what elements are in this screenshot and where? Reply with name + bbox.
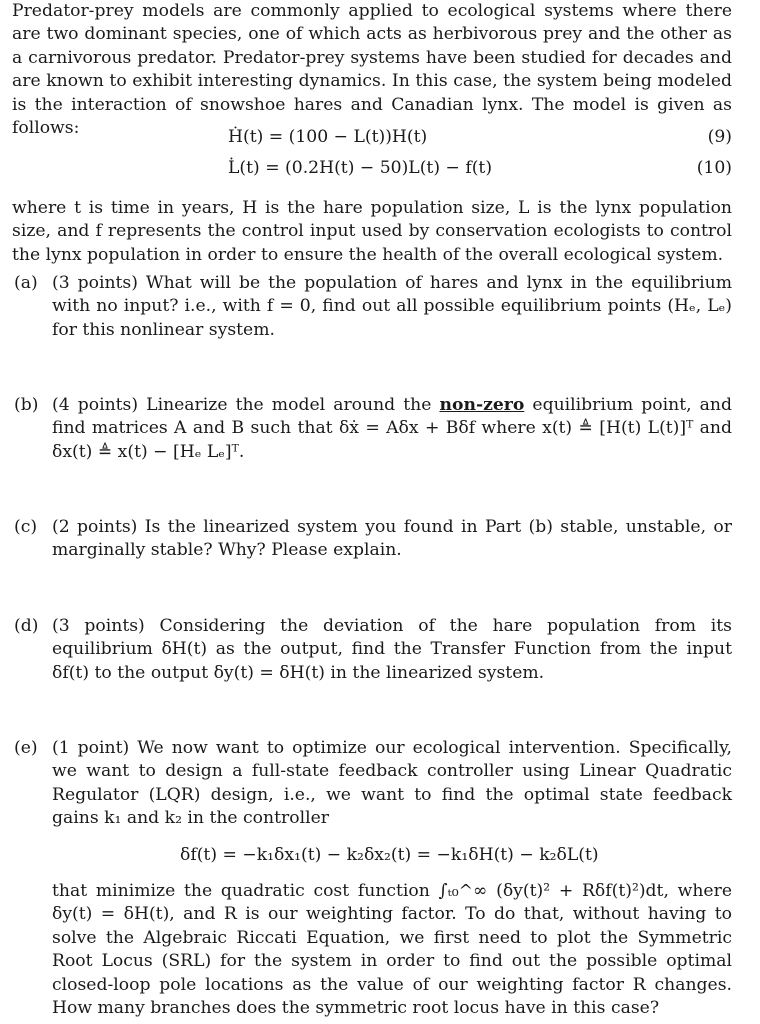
part-b-label: (b) [14, 395, 39, 415]
part-b-emphasis: non-zero [439, 395, 525, 415]
part-e-text: (1 point) We now want to optimize our ecological intervention. Specifically, we want to design a full-state feedback controller using Linear Quadratic Regulator (LQR) design, i.e., we want to find the optimal state feedback gains k₁ and k₂ in the controller [52, 738, 732, 829]
part-c [14, 516, 732, 563]
part-e [14, 737, 732, 831]
equation-9-number: (9) [707, 127, 732, 147]
part-e-continuation: that minimize the quadratic cost function ∫ₜ₀^∞ (δy(t)² + Rδf(t)²)dt, where δy(t) = δH(t), and R is our weighting factor. To do that, without having to solve the Algebraic Riccati Equation, we first need to plot the Symmetric Root Locus (SRL) for the system in order to find out the possible optimal closed-loop pole locations as the value of our weighting factor R changes. How many branches does the symmetric root locus have in this case? [52, 881, 732, 1019]
part-b-text-after: equilibrium point, and find matrices A and B such that δẋ = Aδx + Bδf where x(t) ≜ [H(t) L(t)]ᵀ and δx(t) ≜ x(t) − [Hₑ Lₑ]ᵀ. [52, 395, 732, 462]
variable-description: where t is time in years, H is the hare population size, L is the lynx population size, and f represents the control input used by conservation ecologists to control the lynx population in order to ensure the health of the overall ecological system. [12, 198, 732, 265]
part-e-label: (e) [14, 738, 38, 758]
part-a-label: (a) [14, 273, 38, 293]
part-b-text [52, 394, 732, 464]
equation-9 [0, 127, 732, 151]
intro-paragraph: Predator-prey models are commonly applied to ecological systems where there are two dominant species, one of which acts as herbivorous prey and the other as a carnivorous predator. Predator-prey systems have been studied for decades and are known to exhibit interesting dynamics. In this case, the system being modeled is the interaction of snowshoe hares and Canadian lynx. The model is given as follows: [12, 1, 732, 139]
part-a-text: (3 points) What will be the population of hares and lynx in the equilibrium with no input? i.e., with f = 0, find out all possible equilibrium points (Hₑ, Lₑ) for this nonlinear system. [52, 273, 732, 340]
part-c-label: (c) [14, 517, 38, 537]
part-d-text: (3 points) Considering the deviation of the hare population from its equilibrium δH(t) as the output, find the Transfer Function from the input δf(t) to the output δy(t) = δH(t) in the linearized system. [52, 616, 732, 683]
part-d [14, 615, 732, 685]
part-a [14, 272, 732, 342]
controller-equation: δf(t) = −k₁δx₁(t) − k₂δx₂(t) = −k₁δH(t) − k₂δL(t) [180, 845, 599, 865]
equation-10 [0, 158, 732, 182]
part-b [14, 394, 732, 464]
part-c-text: (2 points) Is the linearized system you found in Part (b) stable, unstable, or marginally stable? Why? Please explain. [52, 517, 732, 561]
equation-10-number: (10) [696, 158, 732, 178]
equation-10-expression: L̇(t) = (0.2H(t) − 50)L(t) − f(t) [228, 158, 493, 178]
part-b-text-before: (4 points) Linearize the model around the [52, 395, 432, 415]
equation-9-expression: Ḣ(t) = (100 − L(t))H(t) [228, 127, 428, 147]
part-d-label: (d) [14, 616, 39, 636]
